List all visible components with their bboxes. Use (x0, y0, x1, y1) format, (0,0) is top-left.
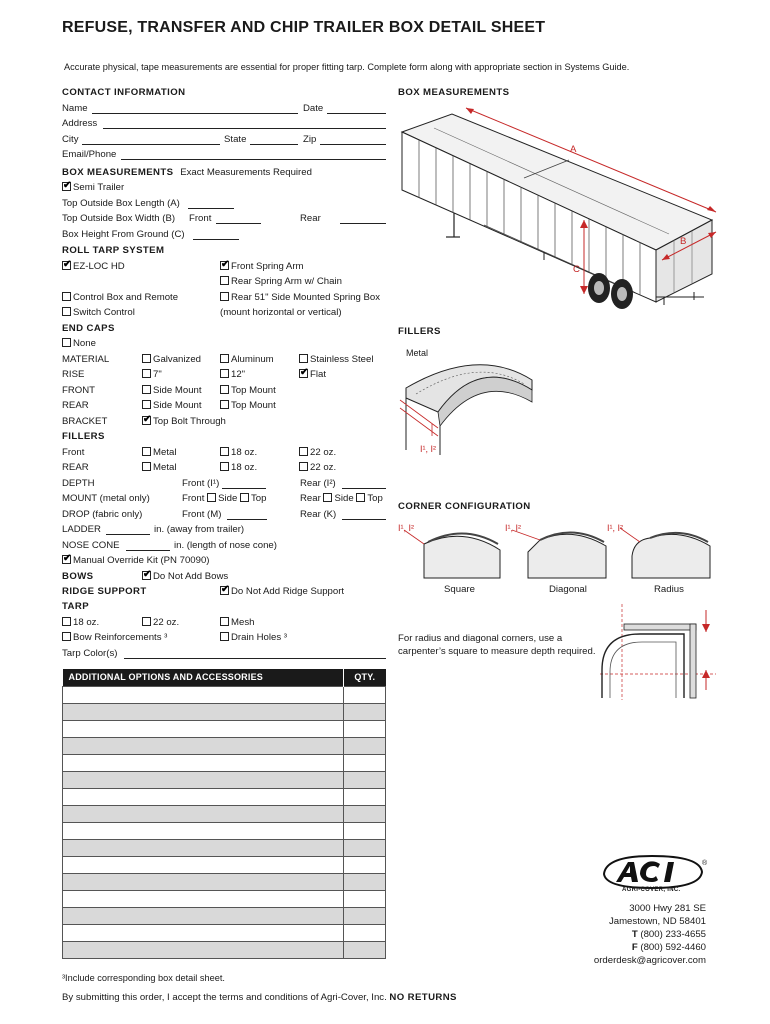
mount-note: (mount horizontal or vertical) (220, 307, 342, 318)
diagonal-i-label: I¹, I² (505, 523, 521, 533)
options-table-row (63, 720, 386, 737)
material-label: MATERIAL (62, 354, 110, 365)
rear-side-mount-checkbox[interactable] (142, 400, 151, 409)
bracket-label: BRACKET (62, 416, 108, 427)
address-label: Address (62, 118, 98, 129)
radius-i-label: I¹, I² (607, 523, 623, 533)
no-ridge-option[interactable]: ✔ Do Not Add Ridge Support (220, 586, 344, 597)
footnote: ³Include corresponding box detail sheet. (62, 973, 225, 983)
drain-holes-option[interactable]: Drain Holes ³ (220, 632, 287, 643)
switch-option[interactable]: Switch Control (62, 307, 135, 318)
depth-label: DEPTH (62, 478, 95, 489)
tarp-22oz-option[interactable]: 22 oz. (142, 617, 179, 628)
width-rear-field[interactable] (340, 223, 386, 224)
depth-front-field[interactable] (222, 488, 266, 489)
endcaps-heading: END CAPS (62, 323, 115, 334)
roll-heading: ROLL TARP SYSTEM (62, 245, 165, 256)
front-metal-checkbox[interactable] (142, 447, 151, 456)
drain-holes-checkbox[interactable] (220, 632, 229, 641)
address-line1: 3000 Hwy 281 SE (629, 903, 706, 914)
filler-i-label: I¹, I² (420, 444, 436, 454)
option-cell[interactable] (63, 873, 344, 890)
options-table-row (63, 839, 386, 856)
dim-c-label: C (573, 264, 580, 275)
name-label: Name (62, 103, 88, 114)
ridge-heading: RIDGE SUPPORT (62, 586, 147, 597)
options-table-row (63, 771, 386, 788)
trailer-diagram (394, 102, 724, 312)
filler-rear-label: REAR (62, 462, 89, 473)
aluminum-checkbox[interactable] (220, 354, 229, 363)
dim-a-label: A (570, 144, 577, 155)
box-diagram-heading: BOX MEASUREMENTS (398, 87, 510, 98)
option-cell[interactable] (63, 737, 344, 754)
rear-metal-option[interactable]: Metal (142, 462, 176, 473)
stainless-option[interactable]: Stainless Steel (299, 354, 373, 365)
name-field[interactable] (92, 113, 298, 114)
option-cell[interactable] (63, 941, 344, 958)
page-title: REFUSE, TRANSFER AND CHIP TRAILER BOX DETAIL SHEET (62, 19, 546, 36)
options-table-row (63, 703, 386, 720)
rear-top-mount-checkbox[interactable] (220, 400, 229, 409)
switch-checkbox[interactable] (62, 307, 71, 316)
dim-b-label: B (680, 236, 687, 247)
option-cell[interactable] (63, 771, 344, 788)
date-label: Date (303, 103, 324, 114)
rear-18oz-checkbox[interactable] (220, 462, 229, 471)
qty-cell[interactable] (344, 686, 386, 703)
no-bows-option[interactable]: ✔ Do Not Add Bows (142, 571, 228, 582)
city-field[interactable] (82, 144, 220, 145)
rear-22oz-checkbox[interactable] (299, 462, 308, 471)
rise-12-option[interactable]: 12" (220, 369, 245, 380)
drop-front-field[interactable] (227, 519, 267, 520)
drop-label: DROP (fabric only) (62, 509, 143, 520)
square-i-label: I¹, I² (398, 523, 414, 533)
options-table-row (63, 941, 386, 958)
ladder-field[interactable] (106, 534, 150, 535)
no-bows-checkbox[interactable] (142, 571, 151, 580)
options-col-header: ADDITIONAL OPTIONS AND ACCESSORIES (63, 669, 344, 686)
top-bolt-option[interactable]: ✔ Top Bolt Through (142, 416, 226, 427)
options-table-row (63, 737, 386, 754)
front-top-mount-checkbox[interactable] (220, 385, 229, 394)
company-address (594, 902, 706, 967)
qty-cell[interactable] (344, 720, 386, 737)
override-checkbox[interactable] (62, 555, 71, 564)
mount-rear-group: Rear Side Top (300, 493, 383, 504)
endcap-rear-label: REAR (62, 400, 89, 411)
front-metal-option[interactable]: Metal (142, 447, 176, 458)
no-ridge-checkbox[interactable] (220, 586, 229, 595)
no-returns-label: NO RETURNS (389, 992, 457, 1003)
qty-cell[interactable] (344, 924, 386, 941)
ezloc-checkbox[interactable] (62, 261, 71, 270)
endcaps-none-checkbox[interactable] (62, 338, 71, 347)
option-cell[interactable] (63, 805, 344, 822)
flat-checkbox[interactable] (299, 369, 308, 378)
rear-18oz-option[interactable]: 18 oz. (220, 462, 257, 473)
mount-rear-top-checkbox[interactable] (356, 493, 365, 502)
qty-cell[interactable] (344, 822, 386, 839)
tarp-22oz-checkbox[interactable] (142, 617, 151, 626)
length-field[interactable] (188, 208, 234, 209)
fillers-diagram-heading: FILLERS (398, 326, 441, 337)
nose-note: in. (length of nose cone) (174, 540, 277, 551)
options-table-row (63, 873, 386, 890)
rise-7-option[interactable]: 7" (142, 369, 162, 380)
options-table-row (63, 686, 386, 703)
carpenter-square-diagram (600, 604, 716, 700)
tarp-mesh-option[interactable]: Mesh (220, 617, 254, 628)
qty-cell[interactable] (344, 839, 386, 856)
box-heading-row (62, 167, 312, 178)
front-side-mount-option[interactable]: Side Mount (142, 385, 202, 396)
width-rear-label: Rear (300, 213, 321, 224)
option-cell[interactable] (63, 788, 344, 805)
mount-front-group: Front Side Top (182, 493, 267, 504)
options-table-row (63, 822, 386, 839)
rise-7-checkbox[interactable] (142, 369, 151, 378)
fillers-heading: FILLERS (62, 431, 105, 442)
control-box-checkbox[interactable] (62, 292, 71, 301)
aluminum-option[interactable]: Aluminum (220, 354, 274, 365)
drop-rear-label: Rear (K) (300, 509, 337, 520)
rise-12-checkbox[interactable] (220, 369, 229, 378)
state-label: State (224, 134, 247, 145)
terms-line: By submitting this order, I accept the terms and conditions of Agri-Cover, Inc. NO RETURNS (62, 992, 457, 1003)
corner-note-line1: For radius and diagonal corners, use a (398, 633, 563, 644)
front-spring-checkbox[interactable] (220, 261, 229, 270)
tarp-18oz-option[interactable]: 18 oz. (62, 617, 99, 628)
qty-cell[interactable] (344, 788, 386, 805)
stainless-checkbox[interactable] (299, 354, 308, 363)
front-side-mount-checkbox[interactable] (142, 385, 151, 394)
square-label: Square (444, 584, 475, 595)
rear-side-mount-option[interactable]: Side Mount (142, 400, 202, 411)
corner-note-line2: carpenter’s square to measure depth required. (398, 646, 596, 657)
semi-trailer-option[interactable]: ✔Semi Trailer (62, 182, 124, 193)
option-cell[interactable] (63, 703, 344, 720)
option-cell[interactable] (63, 907, 344, 924)
logo-registered-mark: ® (702, 860, 708, 867)
depth-front-label: Front (I¹) (182, 478, 220, 489)
logo-mark-text (0, 0, 2, 1)
qty-cell[interactable] (344, 771, 386, 788)
options-table-row (63, 754, 386, 771)
radius-label: Radius (654, 584, 684, 595)
tarp-mesh-checkbox[interactable] (220, 617, 229, 626)
options-table-row (63, 907, 386, 924)
options-table-row (63, 856, 386, 873)
box-note: Exact Measurements Required (180, 167, 312, 178)
endcap-front-label: FRONT (62, 385, 96, 396)
filler-front-label: Front (62, 447, 85, 458)
address-fax: F (800) 592-4460 (631, 942, 706, 953)
square-corner-diagram (398, 524, 508, 584)
galvanized-checkbox[interactable] (142, 354, 151, 363)
rear-top-mount-option[interactable]: Top Mount (220, 400, 276, 411)
nose-label: NOSE CONE (62, 540, 120, 551)
width-label: Top Outside Box Width (B) (62, 213, 176, 224)
width-front-field[interactable] (216, 223, 261, 224)
tarp-heading: TARP (62, 601, 90, 612)
option-cell[interactable] (63, 839, 344, 856)
filler-diagram (398, 350, 538, 460)
ezloc-option[interactable]: ✔EZ-LOC HD (62, 261, 125, 272)
drop-front-label: Front (M) (182, 509, 222, 520)
mount-front-side-checkbox[interactable] (207, 493, 216, 502)
front-18oz-checkbox[interactable] (220, 447, 229, 456)
front-18oz-option[interactable]: 18 oz. (220, 447, 257, 458)
height-label: Box Height From Ground (C) (62, 229, 185, 240)
address-line2: Jamestown, ND 58401 (608, 916, 706, 927)
date-field[interactable] (327, 113, 386, 114)
endcaps-none-option[interactable]: None (62, 338, 96, 349)
contact-heading: CONTACT INFORMATION (62, 87, 186, 98)
flat-option[interactable]: ✔ Flat (299, 369, 326, 380)
front-top-mount-option[interactable]: Top Mount (220, 385, 276, 396)
tarp-color-field[interactable] (124, 658, 386, 659)
rear-metal-checkbox[interactable] (142, 462, 151, 471)
diagonal-label: Diagonal (549, 584, 587, 595)
options-table-body (63, 686, 386, 958)
address-phone: T (800) 233-4655 (631, 929, 706, 940)
qty-cell[interactable] (344, 737, 386, 754)
depth-rear-label: Rear (I²) (300, 478, 336, 489)
width-front-label: Front (189, 213, 212, 224)
option-cell[interactable] (63, 890, 344, 907)
option-cell[interactable] (63, 822, 344, 839)
mount-front-top-checkbox[interactable] (240, 493, 249, 502)
front-spring-option[interactable]: ✔ Front Spring Arm (220, 261, 304, 272)
options-table-row (63, 890, 386, 907)
option-cell[interactable] (63, 856, 344, 873)
intro-text: Accurate physical, tape measurements are essential for proper fitting tarp. Complete form along with appropriate section in Systems Guide. (64, 62, 630, 72)
top-bolt-checkbox[interactable] (142, 416, 151, 425)
radius-corner-diagram (614, 524, 714, 584)
qty-cell[interactable] (344, 805, 386, 822)
diagonal-corner-diagram (506, 524, 616, 584)
email-label: Email/Phone (62, 149, 117, 160)
address-field[interactable] (103, 128, 386, 129)
address-email[interactable]: orderdesk@agricover.com (593, 955, 706, 966)
corner-heading: CORNER CONFIGURATION (398, 501, 531, 512)
option-cell[interactable] (63, 924, 344, 941)
rear-51-option[interactable]: Rear 51" Side Mounted Spring Box (220, 292, 380, 303)
mount-label: MOUNT (metal only) (62, 493, 150, 504)
control-box-option[interactable]: Control Box and Remote (62, 292, 178, 303)
length-label: Top Outside Box Length (A) (62, 198, 180, 209)
drop-rear-field[interactable] (342, 519, 386, 520)
depth-rear-field[interactable] (342, 488, 386, 489)
logo-company-name: AGRI-COVER, INC. (622, 887, 681, 893)
front-22oz-option[interactable]: 22 oz. (299, 447, 336, 458)
options-table-header (63, 669, 386, 686)
bow-reinf-checkbox[interactable] (62, 632, 71, 641)
city-label: City (62, 134, 79, 145)
rise-label: RISE (62, 369, 85, 380)
zip-label: Zip (303, 134, 317, 145)
rear-51-checkbox[interactable] (220, 292, 229, 301)
options-table (62, 669, 386, 959)
nose-field[interactable] (126, 550, 170, 551)
tarp-18oz-checkbox[interactable] (62, 617, 71, 626)
state-field[interactable] (250, 144, 298, 145)
override-option[interactable]: ✔Manual Override Kit (PN 70090) (62, 555, 210, 566)
option-cell[interactable] (63, 754, 344, 771)
height-field[interactable] (193, 239, 239, 240)
box-heading: BOX MEASUREMENTS (62, 167, 174, 178)
mount-rear-side-checkbox[interactable] (323, 493, 332, 502)
fillers-metal-label: Metal (406, 348, 429, 358)
qty-cell[interactable] (344, 907, 386, 924)
semi-trailer-checkbox[interactable] (62, 182, 71, 191)
options-table-row (63, 805, 386, 822)
qty-cell[interactable] (344, 703, 386, 720)
qty-cell[interactable] (344, 941, 386, 958)
galvanized-option[interactable]: Galvanized (142, 354, 201, 365)
options-table-row (63, 788, 386, 805)
front-22oz-checkbox[interactable] (299, 447, 308, 456)
bows-heading: BOWS (62, 571, 94, 582)
rear-chain-checkbox[interactable] (220, 276, 229, 285)
ladder-note: in. (away from trailer) (154, 524, 245, 535)
qty-cell[interactable] (344, 873, 386, 890)
options-table-row (63, 924, 386, 941)
qty-cell[interactable] (344, 856, 386, 873)
tarp-color-label: Tarp Color(s) (62, 648, 118, 659)
qty-cell[interactable] (344, 754, 386, 771)
email-field[interactable] (121, 159, 386, 160)
rear-22oz-option[interactable]: 22 oz. (299, 462, 336, 473)
rear-chain-option[interactable]: Rear Spring Arm w/ Chain (220, 276, 342, 287)
option-cell[interactable] (63, 720, 344, 737)
zip-field[interactable] (320, 144, 386, 145)
qty-col-header: QTY. (344, 669, 386, 686)
option-cell[interactable] (63, 686, 344, 703)
bow-reinf-option[interactable]: Bow Reinforcements ³ (62, 632, 167, 643)
qty-cell[interactable] (344, 890, 386, 907)
ladder-label: LADDER (62, 524, 101, 535)
